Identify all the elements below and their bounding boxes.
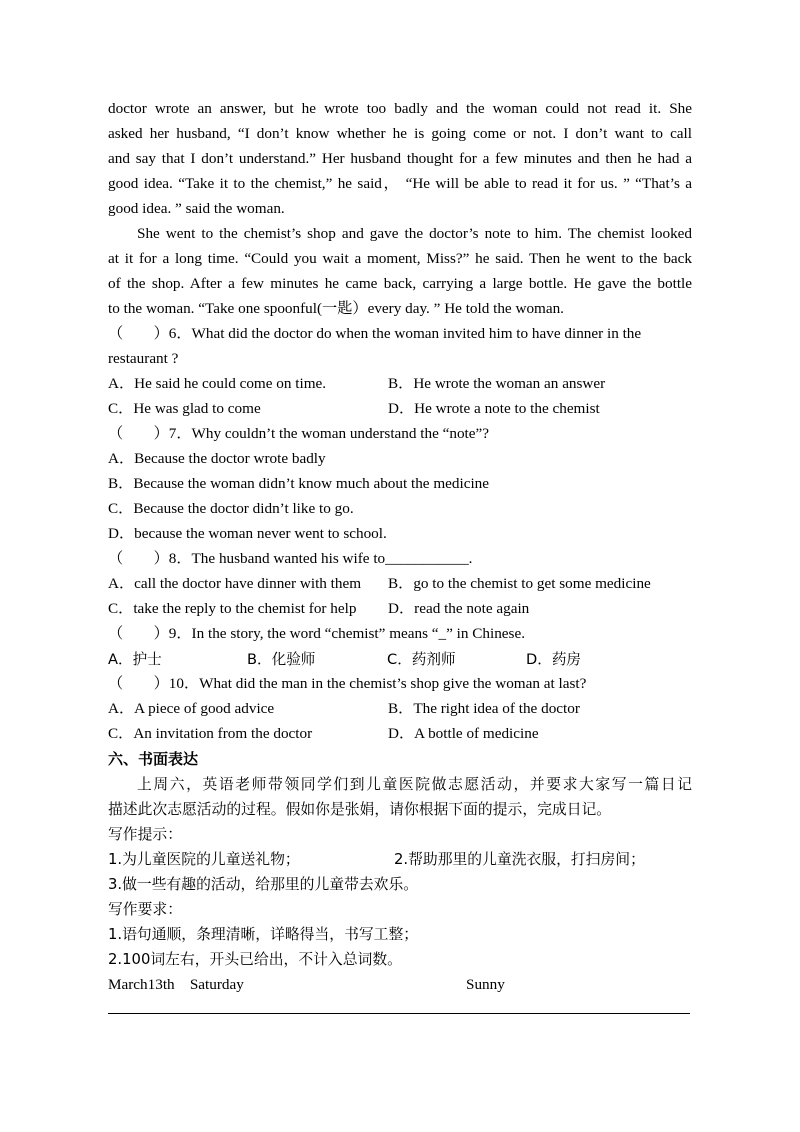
question-7-stem: （ ）7．Why couldn’t the woman understand the “note”? <box>108 425 489 442</box>
writing-intro: 描述此次志愿活动的过程。假如你是张娟，请你根据下面的提示，完成日记。 <box>108 801 612 818</box>
section-heading: 六、书面表达 <box>108 750 199 768</box>
writing-tip: 3.做一些有趣的活动，给那里的儿童带去欢乐。 <box>108 876 419 893</box>
writing-intro: 上周六，英语老师带领同学们到儿童医院做志愿活动，并要求大家写一篇日记 <box>137 776 692 793</box>
question-8-option-a: A．call the doctor have dinner with them <box>108 575 362 592</box>
question-8-option-b: B．go to the chemist to get some medicine <box>388 575 651 592</box>
question-6-stem-cont: restaurant ? <box>108 350 179 367</box>
question-8-option-c: C．take the reply to the chemist for help <box>108 600 357 617</box>
diary-date: March13th Saturday <box>108 976 244 993</box>
question-10-option-c: C．An invitation from the doctor <box>108 725 313 742</box>
passage-line: to the woman. “Take one spoonful(一匙）every day. ” He told the woman. <box>108 300 564 317</box>
writing-tip: 2.帮助那里的儿童洗衣服，打扫房间； <box>394 851 645 868</box>
question-6-option-d: D．He wrote a note to the chemist <box>388 400 600 417</box>
question-10-option-d: D．A bottle of medicine <box>388 725 539 742</box>
question-7-option-c: C．Because the doctor didn’t like to go. <box>108 500 354 517</box>
passage-line: at it for a long time. “Could you wait a moment, Miss?” he said. Then he went to the back <box>108 250 692 267</box>
question-6-option-c: C．He was glad to come <box>108 400 261 417</box>
question-10-option-b: B．The right idea of the doctor <box>388 700 580 717</box>
question-8-option-d: D．read the note again <box>388 600 530 617</box>
question-9-stem: （ ）9．In the story, the word “chemist” means “_” in Chinese. <box>108 625 525 642</box>
question-9-option-d: D．药房 <box>526 651 582 668</box>
passage-line: and say that I don’t understand.” Her husband thought for a few minutes and then he had a <box>108 150 692 167</box>
question-7-option-b: B．Because the woman didn’t know much about the medicine <box>108 475 490 492</box>
question-8-stem: （ ）8．The husband wanted his wife to___________. <box>108 550 473 567</box>
passage-line: She went to the chemist’s shop and gave the doctor’s note to him. The chemist looked <box>137 225 692 242</box>
question-9-option-c: C．药剂师 <box>387 651 456 668</box>
passage-line: good idea. ” said the woman. <box>108 200 285 217</box>
passage-line: good idea. “Take it to the chemist,” he said， “He will be able to read it for us. ” “That’s a <box>108 175 692 192</box>
writing-requirement: 2.100词左右，开头已给出，不计入总词数。 <box>108 951 402 968</box>
question-10-option-a: A．A piece of good advice <box>108 700 275 717</box>
question-7-option-d: D．because the woman never went to school. <box>108 525 387 542</box>
answer-line <box>108 1013 690 1014</box>
question-6-stem: （ ）6．What did the doctor do when the woman invited him to have dinner in the <box>108 325 642 342</box>
passage-line: asked her husband, “I don’t know whether he is going come or not. I don’t want to call <box>108 125 692 142</box>
question-10-stem: （ ）10．What did the man in the chemist’s shop give the woman at last? <box>108 675 587 692</box>
writing-requirement: 1.语句通顺，条理清晰，详略得当，书写工整； <box>108 926 419 943</box>
question-9-option-b: B．化验师 <box>247 651 316 668</box>
writing-tip: 1.为儿童医院的儿童送礼物； <box>108 851 300 868</box>
passage-line: of the shop. After a few minutes he came back, carrying a large bottle. He gave the bottle <box>108 275 692 292</box>
writing-tips-label: 写作提示： <box>108 826 182 843</box>
passage-line: doctor wrote an answer, but he wrote too badly and the woman could not read it. She <box>108 100 692 117</box>
question-6-option-a: A．He said he could come on time. <box>108 375 327 392</box>
diary-weather: Sunny <box>466 976 505 993</box>
question-6-option-b: B．He wrote the woman an answer <box>388 375 606 392</box>
writing-requirements-label: 写作要求： <box>108 901 182 918</box>
question-9-option-a: A．护士 <box>108 651 162 668</box>
question-7-option-a: A．Because the doctor wrote badly <box>108 450 326 467</box>
